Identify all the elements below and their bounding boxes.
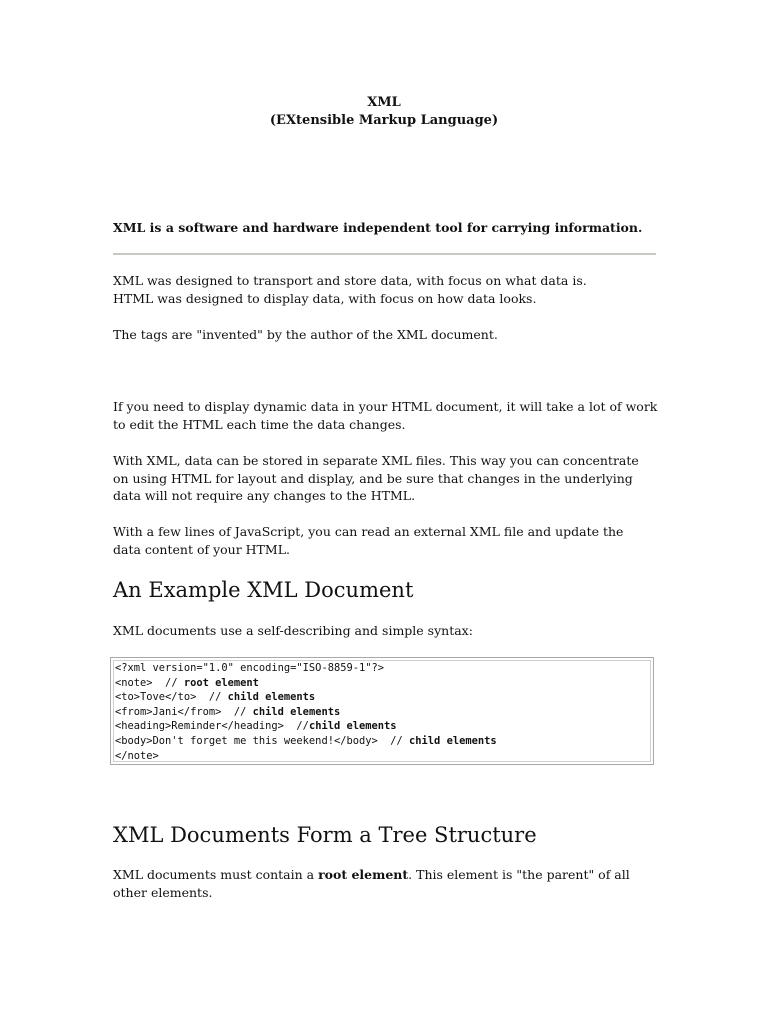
root-element-paragraph: [113, 866, 643, 901]
horizontal-divider: [113, 253, 656, 255]
code-line-markup: <note>: [115, 676, 153, 689]
heading-tree-structure: XML Documents Form a Tree Structure: [113, 823, 537, 847]
dynamic-data-paragraph: If you need to display dynamic data in your HTML document, it will take a lot of work to edit the HTML each time the data changes.: [113, 399, 658, 432]
document-title-block: [0, 94, 768, 130]
code-line-markup: </note>: [115, 749, 159, 762]
code-line: [115, 690, 497, 705]
code-comment-marker: //: [377, 734, 410, 747]
code-line: [115, 661, 497, 676]
code-example-box: [110, 657, 654, 765]
separate-files-paragraph: With XML, data can be stored in separate XML files. This way you can concentrate on using HTML for layout and display, and be sure that changes in the underlying data will not require any changes to the HTML.: [113, 453, 639, 503]
code-line: [115, 676, 497, 691]
document-title: XML: [367, 95, 401, 110]
code-comment-marker: //: [196, 691, 228, 704]
code-line-markup: <to>Tove</to>: [115, 691, 197, 704]
root-element-text-after: . This element is "the parent" of all other elements.: [113, 867, 630, 900]
root-element-text-before: XML documents must contain a: [113, 867, 319, 882]
code-comment-marker: //: [221, 705, 253, 718]
document-subtitle: (EXtensible Markup Language): [269, 113, 499, 128]
code-line: [115, 749, 497, 764]
code-line: [115, 734, 497, 749]
example-intro-paragraph: XML documents use a self-describing and simple syntax:: [113, 623, 473, 638]
code-comment-marker: //: [152, 676, 184, 689]
tags-paragraph: The tags are "invented" by the author of the XML document.: [113, 327, 498, 342]
purpose-paragraph: [113, 272, 673, 307]
code-example-lines: [115, 661, 497, 763]
root-element-term: root element: [318, 867, 409, 882]
code-comment: child elements: [252, 705, 341, 718]
code-comment: child elements: [227, 691, 316, 704]
code-comment: child elements: [308, 720, 397, 733]
code-comment: root element: [183, 676, 259, 689]
code-line-markup: <body>Don't forget me this weekend!</body>: [115, 734, 378, 747]
code-line-markup: <heading>Reminder</heading>: [115, 720, 284, 733]
code-line-markup: <?xml version="1.0" encoding="ISO-8859-1"?>: [115, 662, 384, 674]
code-line: [115, 719, 497, 734]
code-line-markup: <from>Jani</from>: [115, 705, 222, 718]
purpose-line-xml: XML was designed to transport and store data, with focus on what data is.: [113, 273, 587, 288]
heading-example-document: An Example XML Document: [113, 578, 414, 602]
code-comment: child elements: [409, 734, 497, 747]
purpose-line-html: HTML was designed to display data, with focus on how data looks.: [113, 290, 537, 306]
intro-statement: XML is a software and hardware independent tool for carrying information.: [113, 220, 643, 235]
code-comment-marker: //: [283, 720, 309, 733]
javascript-paragraph: With a few lines of JavaScript, you can read an external XML file and update the data content of your HTML.: [113, 524, 624, 557]
code-line: [115, 705, 497, 720]
